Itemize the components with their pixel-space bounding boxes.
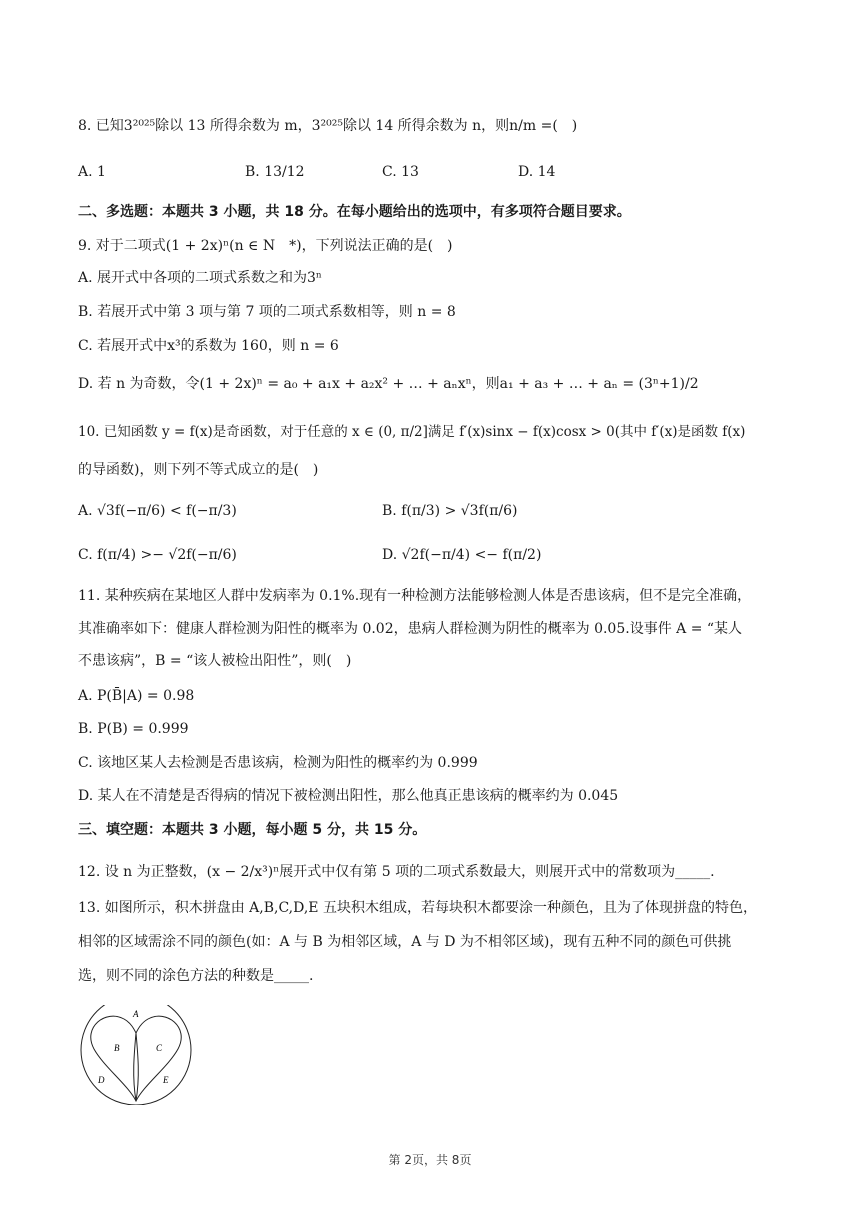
q13-stem-line2: 相邻的区域需涂不同的颜色(如：A 与 B 为相邻区域，A 与 D 为不相邻区域)，现有五种不同的颜色可供挑 xyxy=(78,934,732,950)
q9-option-c: C. 若展开式中x³的系数为 160，则 n = 6 xyxy=(78,338,339,354)
q10-option-d: D. √2f(−π/4) <− f(π/2) xyxy=(382,547,542,563)
q13-stem-line3: 选，则不同的涂色方法的种数是_____. xyxy=(78,968,314,984)
heart-outline xyxy=(91,1016,181,1101)
q10-stem-line1: 10. 已知函数 y = f(x)是奇函数，对于任意的 x ∈ (0, π/2]满足 f′(x)sinx − f(x)cosx > 0(其中 f′(x)是函数 f(x) xyxy=(78,424,746,440)
region-label-e: E xyxy=(163,1075,169,1085)
q9-option-d: D. 若 n 为奇数，令(1 + 2x)ⁿ = a₀ + a₁x + a₂x² + … + aₙxⁿ，则a₁ + a₃ + … + aₙ = (3ⁿ+1)/2 xyxy=(78,376,699,392)
section-multiple-choice-heading: 二、多选题：本题共 3 小题，共 18 分。在每小题给出的选项中，有多项符合题目要求。 xyxy=(78,204,631,220)
q11-option-b: B. P(B) = 0.999 xyxy=(78,721,189,737)
q8-option-a: A. 1 xyxy=(78,164,106,180)
q12-stem: 12. 设 n 为正整数，(x − 2/x³)ⁿ展开式中仅有第 5 项的二项式系数最大，则展开式中的常数项为_____. xyxy=(78,864,715,880)
q8-option-b: B. 13/12 xyxy=(245,164,305,180)
q11-stem-line1: 11. 某种疾病在某地区人群中发病率为 0.1%.现有一种检测方法能够检测人体是否患该病，但不是完全准确， xyxy=(78,588,752,604)
q8-stem: 8. 已知3²⁰²⁵除以 13 所得余数为 m，3²⁰²⁵除以 14 所得余数为 n，则n/m =( ) xyxy=(78,118,578,134)
region-label-a: A xyxy=(133,1009,139,1019)
page-footer: 第 2页，共 8页 xyxy=(388,1153,472,1167)
heart-divider-right xyxy=(136,1033,138,1101)
q8-option-c: C. 13 xyxy=(382,164,419,180)
q11-stem-line2: 其准确率如下：健康人群检测为阳性的概率为 0.02，患病人群检测为阴性的概率为 0.05.设事件 A = “某人 xyxy=(78,621,743,637)
q10-option-c: C. f(π/4) >− √2f(−π/6) xyxy=(78,547,237,563)
q9-option-a: A. 展开式中各项的二项式系数之和为3ⁿ xyxy=(78,270,322,286)
q13-puzzle-figure xyxy=(76,1005,198,1105)
q8-option-d: D. 14 xyxy=(518,164,556,180)
q9-option-b: B. 若展开式中第 3 项与第 7 项的二项式系数相等，则 n = 8 xyxy=(78,304,456,320)
region-label-c: C xyxy=(156,1043,163,1053)
q13-stem-line1: 13. 如图所示，积木拼盘由 A,B,C,D,E 五块积木组成，若每块积木都要涂一种颜色，且为了体现拼盘的特色， xyxy=(78,900,757,916)
q10-option-b: B. f(π/3) > √3f(π/6) xyxy=(382,503,518,519)
q10-option-a: A. √3f(−π/6) < f(−π/3) xyxy=(78,503,237,519)
q10-stem-line2: 的导函数)，则下列不等式成立的是( ) xyxy=(78,462,319,478)
region-label-b: B xyxy=(114,1043,120,1053)
q11-option-a: A. P(B̄|A) = 0.98 xyxy=(78,688,195,704)
region-label-d: D xyxy=(98,1075,105,1085)
heart-divider-left xyxy=(134,1033,136,1101)
section-fill-in-heading: 三、填空题：本题共 3 小题，每小题 5 分，共 15 分。 xyxy=(78,822,427,838)
q11-stem-line3: 不患该病”，B = “该人被检出阳性”，则( ) xyxy=(78,653,352,669)
q11-option-d: D. 某人在不清楚是否得病的情况下被检测出阳性，那么他真正患该病的概率约为 0.045 xyxy=(78,788,619,804)
q9-stem: 9. 对于二项式(1 + 2x)ⁿ(n ∈ N *)，下列说法正确的是( ) xyxy=(78,238,453,254)
q11-option-c: C. 该地区某人去检测是否患该病，检测为阳性的概率约为 0.999 xyxy=(78,755,478,771)
